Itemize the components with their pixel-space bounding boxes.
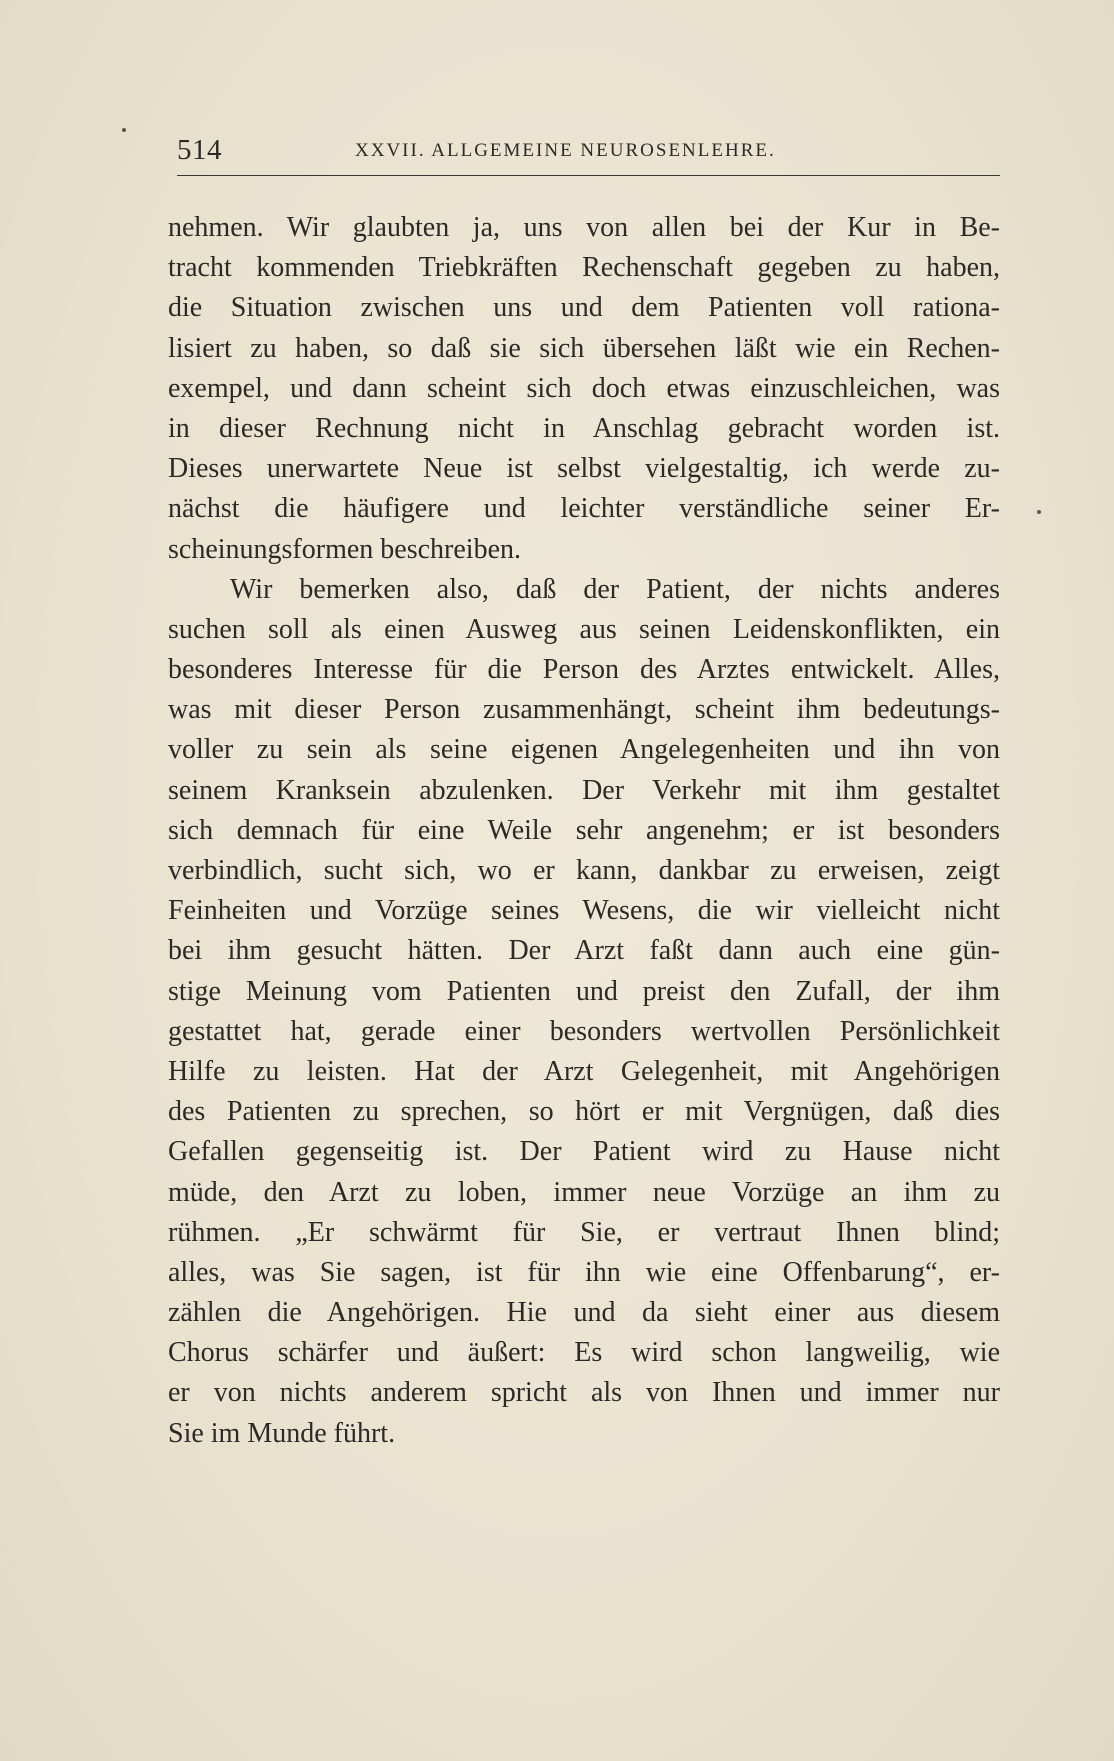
- text-line: alles, was Sie sagen, ist für ihn wie eine Offenbarung“, er-: [168, 1256, 1000, 1288]
- text-line: des Patienten zu sprechen, so hört er mit Vergnügen, daß dies: [168, 1096, 1000, 1128]
- page-number: 514: [177, 134, 222, 166]
- text-line: Wir bemerken also, daß der Patient, der nichts anderes: [230, 573, 1000, 605]
- page-header: [177, 134, 997, 174]
- text-line: was mit dieser Person zusammenhängt, scheint ihm bedeutungs-: [168, 694, 1000, 726]
- header-rule: [177, 175, 1000, 176]
- text-line: tracht kommenden Triebkräften Rechenschaft gegeben zu haben,: [168, 252, 1000, 284]
- text-line: nächst die häufigere und leichter verständliche seiner Er-: [168, 493, 1000, 525]
- text-line: bei ihm gesucht hätten. Der Arzt faßt dann auch eine gün-: [168, 935, 1000, 967]
- text-line: in dieser Rechnung nicht in Anschlag gebracht worden ist.: [168, 412, 1000, 444]
- text-line: lisiert zu haben, so daß sie sich übersehen läßt wie ein Rechen-: [168, 332, 1000, 364]
- text-line: suchen soll als einen Ausweg aus seinen Leidenskonflikten, ein: [168, 613, 1000, 645]
- text-line: er von nichts anderem spricht als von Ihnen und immer nur: [168, 1377, 1000, 1409]
- text-line: Dieses unerwartete Neue ist selbst vielgestaltig, ich werde zu-: [168, 453, 1000, 485]
- text-line: scheinungsformen beschreiben.: [168, 533, 521, 565]
- speck-mark: [122, 128, 126, 132]
- text-line: Chorus schärfer und äußert: Es wird schon langweilig, wie: [168, 1337, 1000, 1369]
- text-line: exempel, und dann scheint sich doch etwas einzuschleichen, was: [168, 372, 1000, 404]
- text-line: seinem Kranksein abzulenken. Der Verkehr mit ihm gestaltet: [168, 774, 1000, 806]
- text-line: stige Meinung vom Patienten und preist den Zufall, der ihm: [168, 975, 1000, 1007]
- running-head: XXVII. ALLGEMEINE NEUROSENLEHRE.: [355, 140, 776, 161]
- text-line: besonderes Interesse für die Person des Arztes entwickelt. Alles,: [168, 654, 1000, 686]
- text-line: die Situation zwischen uns und dem Patienten voll rationa-: [168, 292, 1000, 324]
- text-line: Gefallen gegenseitig ist. Der Patient wird zu Hause nicht: [168, 1136, 1000, 1168]
- text-line: verbindlich, sucht sich, wo er kann, dankbar zu erweisen, zeigt: [168, 855, 1000, 886]
- text-line: Hilfe zu leisten. Hat der Arzt Gelegenheit, mit Angehörigen: [168, 1055, 1000, 1087]
- speck-mark: [1037, 510, 1041, 514]
- text-line: Sie im Munde führt.: [168, 1417, 396, 1449]
- text-line: gestattet hat, gerade einer besonders wertvollen Persönlichkeit: [168, 1015, 1000, 1047]
- body-text: [168, 208, 1000, 1454]
- text-line: voller zu sein als seine eigenen Angelegenheiten und ihn von: [168, 734, 1000, 766]
- text-line: rühmen. „Er schwärmt für Sie, er vertraut Ihnen blind;: [168, 1216, 1000, 1248]
- text-line: nehmen. Wir glaubten ja, uns von allen bei der Kur in Be-: [168, 212, 1000, 243]
- text-line: sich demnach für eine Weile sehr angenehm; er ist besonders: [168, 814, 1000, 846]
- text-line: zählen die Angehörigen. Hie und da sieht einer aus diesem: [168, 1297, 1000, 1329]
- text-line: müde, den Arzt zu loben, immer neue Vorzüge an ihm zu: [168, 1176, 1000, 1208]
- text-line: Feinheiten und Vorzüge seines Wesens, die wir vielleicht nicht: [168, 895, 1000, 927]
